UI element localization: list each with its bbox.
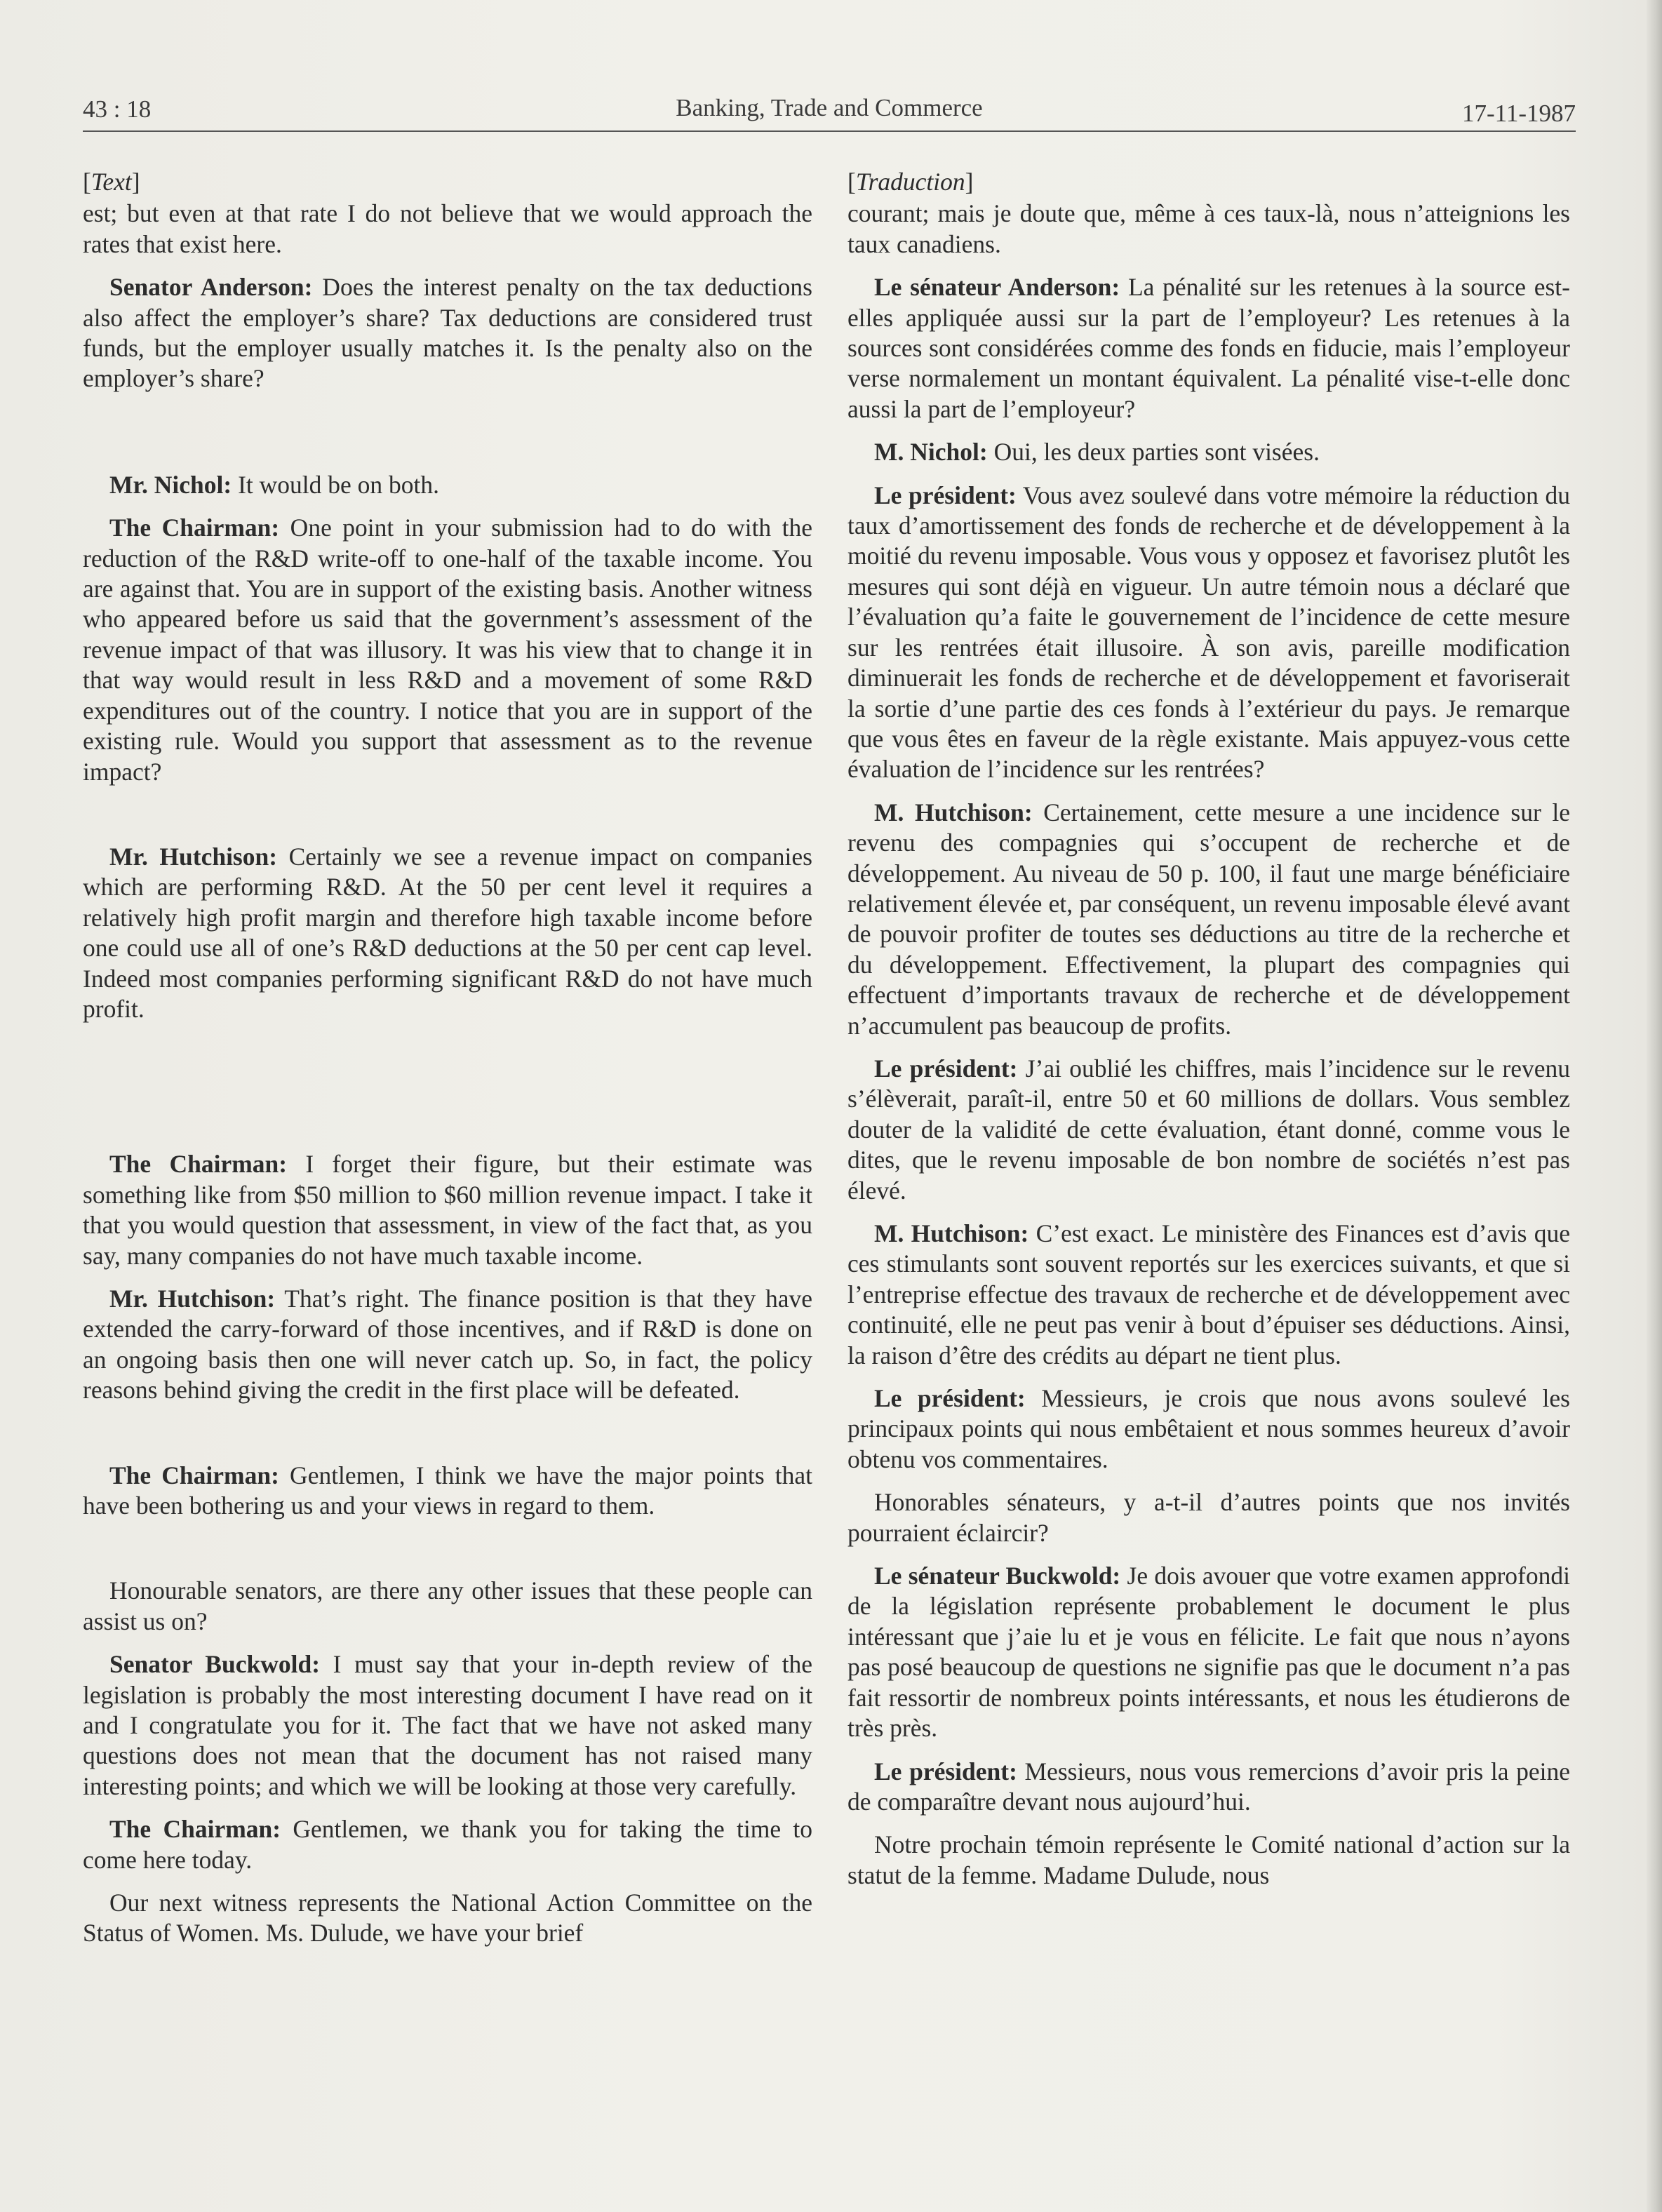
french-column xyxy=(847,167,1570,1903)
language-tag: [Text] xyxy=(83,168,140,196)
speaker-name: The Chairman: xyxy=(109,514,280,542)
paragraph: Notre prochain témoin représente le Comité national d’action sur la statut de la femme. Madame Dulude, nous xyxy=(847,1830,1570,1889)
paragraph: Senator Anderson: Does the interest penalty on the tax deductions also affect the employer’s share? Tax deductions are considered trust funds, but the employer usually matches it. Is the penalty also on the employer’s share? xyxy=(83,273,812,393)
paragraph: M. Hutchison: Certainement, cette mesure a une incidence sur le revenu des compagnies qui s’occupent de recherche et de développement. Au niveau de 50 p. 100, il faut une marge bénéficiaire relativement élevée et, par conséquent, un revenu imposable élevé avant de pouvoir profiter de toutes ses déductions au titre de la recherche et du développement. Effectivement, la plupart des compagnies qui effectuent d’importants travaux de recherche et de développement n’accumulent pas beaucoup de profits. xyxy=(847,798,1570,1040)
speaker-name: Senator Anderson: xyxy=(109,273,313,302)
paragraph: Le président: Vous avez soulevé dans votre mémoire la réduction du taux d’amortissement des fonds de recherche et de développement à la moitié du revenu imposable. Vous vous y opposez et favorisez plutôt les mesures qui sont déjà en vigueur. Un autre témoin nous a déclaré que l’évaluation qu’a faite le gouvernement de l’incidence de cette mesure sur les rentrées était illusoire. À son avis, pareille modification diminuerait les fonds de recherche et de développement et favoriserait la sortie d’une partie des ces fonds à l’extérieur du pays. Je remarque que vous êtes en faveur de la règle existante. Mais appuyez-vous cette évaluation de l’incidence sur les rentrées? xyxy=(847,481,1570,784)
speaker-name: Le président: xyxy=(874,1054,1018,1082)
header-rule xyxy=(83,130,1576,132)
speaker-name: Mr. Hutchison: xyxy=(109,842,278,871)
speaker-name: Le président: xyxy=(874,1384,1026,1413)
paragraph: Mr. Hutchison: Certainly we see a revenue impact on companies which are performing R&D. At the 50 per cent level it requires a relatively high profit margin and therefore high taxable income before one could use all of one’s R&D deductions at the 50 per cent cap level. Indeed most companies performing significant R&D do not have much profit. xyxy=(83,842,812,1023)
paragraph: Honorables sénateurs, y a-t-il d’autres points que nos invités pourraient éclaircir? xyxy=(847,1488,1570,1547)
speaker-name: The Chairman: xyxy=(109,1815,281,1844)
speaker-name: Mr. Nichol: xyxy=(109,470,232,499)
speaker-name: Le président: xyxy=(874,481,1017,509)
paragraph: Le président: J’ai oublié les chiffres, mais l’incidence sur le revenu s’élèverait, paraît-il, entre 50 et 60 millions de dollars. Vous semblez douter de la validité de cette évaluation, étant donné, comme vous le dites, que le revenu imposable de bon nombre de sociétés n’est pas élevé. xyxy=(847,1054,1570,1205)
paragraph: Le président: Messieurs, nous vous remercions d’avoir pris la peine de comparaître devant nous aujourd’hui. xyxy=(847,1757,1570,1816)
paragraph: The Chairman: Gentlemen, we thank you for taking the time to come here today. xyxy=(83,1815,812,1874)
running-header xyxy=(83,90,1576,132)
paragraph: The Chairman: Gentlemen, I think we have the major points that have been bothering us and your views in regard to them. xyxy=(83,1461,812,1520)
speaker-name: M. Hutchison: xyxy=(874,798,1033,826)
paragraph: Le sénateur Anderson: La pénalité sur les retenues à la source est-elles appliquée aussi sur la part de l’employeur? Les retenues à la sources sont considérées comme des fonds en fiducie, mais l’employeur verse normalement un montant équivalent. La pénalité vise-t-elle donc aussi la part de l’employeur? xyxy=(847,273,1570,423)
speaker-name: Senator Buckwold: xyxy=(109,1650,321,1679)
publication-title: Banking, Trade and Commerce xyxy=(676,94,983,121)
paragraph: Le sénateur Buckwold: Je dois avouer que votre examen approfondi de la législation représente probablement le document le plus intéressant que j’aie lu et je vous en félicite. Le fait que nous n’ayons pas posé beaucoup de questions ne signifie pas que le document n’a pas fait ressortir de nombreux points intéressants, et nous les étudierons de très près. xyxy=(847,1562,1570,1743)
paragraph: courant; mais je doute que, même à ces taux-là, nous n’atteignions les taux canadiens. xyxy=(847,199,1570,258)
speaker-name: Le président: xyxy=(874,1757,1017,1785)
speaker-name: Le sénateur Anderson: xyxy=(874,273,1120,302)
language-tag: [Traduction] xyxy=(847,168,974,196)
paragraph: est; but even at that rate I do not believe that we would approach the rates that exist here. xyxy=(83,199,812,258)
speaker-name: The Chairman: xyxy=(109,1461,279,1489)
paragraph: Senator Buckwold: I must say that your in-depth review of the legislation is probably the most interesting document I have read on it and I congratulate you for it. The fact that we have not asked many questions does not mean that the document has not raised many interesting points; and which we will be looking at those very carefully. xyxy=(83,1650,812,1800)
paragraph: M. Hutchison: C’est exact. Le ministère des Finances est d’avis que ces stimulants sont souvent reportés sur les exercices suivants, et que si l’entreprise effectue des travaux de recherche et de développement avec continuité, elle ne peut pas venir à bout d’épuiser ses déductions. Ainsi, la raison d’être des crédits au départ ne tient plus. xyxy=(847,1219,1570,1369)
paragraph: Mr. Nichol: It would be on both. xyxy=(109,470,440,499)
english-column xyxy=(83,167,812,1962)
page-reference: 43 : 18 xyxy=(83,95,152,123)
paragraph: Mr. Hutchison: That’s right. The finance position is that they have extended the carry-forward of those incentives, and if R&D is done on an ongoing basis then one will never catch up. So, in fact, the policy reasons behind giving the credit in the first place will be defeated. xyxy=(83,1284,812,1405)
speaker-name: M. Hutchison: xyxy=(874,1219,1029,1247)
speaker-name: The Chairman: xyxy=(109,1150,288,1179)
paragraph: Our next witness represents the National Action Committee on the Status of Women. Ms. Dulude, we have your brief xyxy=(83,1889,812,1948)
paragraph: M. Nichol: Oui, les deux parties sont visées. xyxy=(874,438,1320,467)
paragraph: Le président: Messieurs, je crois que nous avons soulevé les principaux points qui nous embêtaient et nous sommes heureux d’avoir obtenu vos commentaires. xyxy=(847,1384,1570,1473)
page-edge-shadow xyxy=(1647,0,1662,2212)
paragraph: The Chairman: One point in your submission had to do with the reduction of the R&D write-off to one-half of the taxable income. You are against that. You are in support of the existing basis. Another witness who appeared before us said that the government’s assessment of the revenue impact of that was illusory. It was his view that to change it in that way would result in less R&D and a movement of some R&D expenditures out of the country. I notice that you are in support of the existing rule. Would you support that assessment as to the revenue impact? xyxy=(83,514,812,786)
header-date: 17-11-1987 xyxy=(1461,100,1576,127)
speaker-name: Le sénateur Buckwold: xyxy=(874,1562,1121,1590)
paragraph: Honourable senators, are there any other issues that these people can assist us on? xyxy=(83,1576,812,1635)
speaker-name: M. Nichol: xyxy=(874,438,988,467)
paragraph: The Chairman: I forget their figure, but their estimate was something like from $50 million to $60 million revenue impact. I take it that you would question that assessment, in view of the fact that, as you say, many companies do not have much taxable income. xyxy=(83,1150,812,1270)
speaker-name: Mr. Hutchison: xyxy=(109,1284,276,1313)
